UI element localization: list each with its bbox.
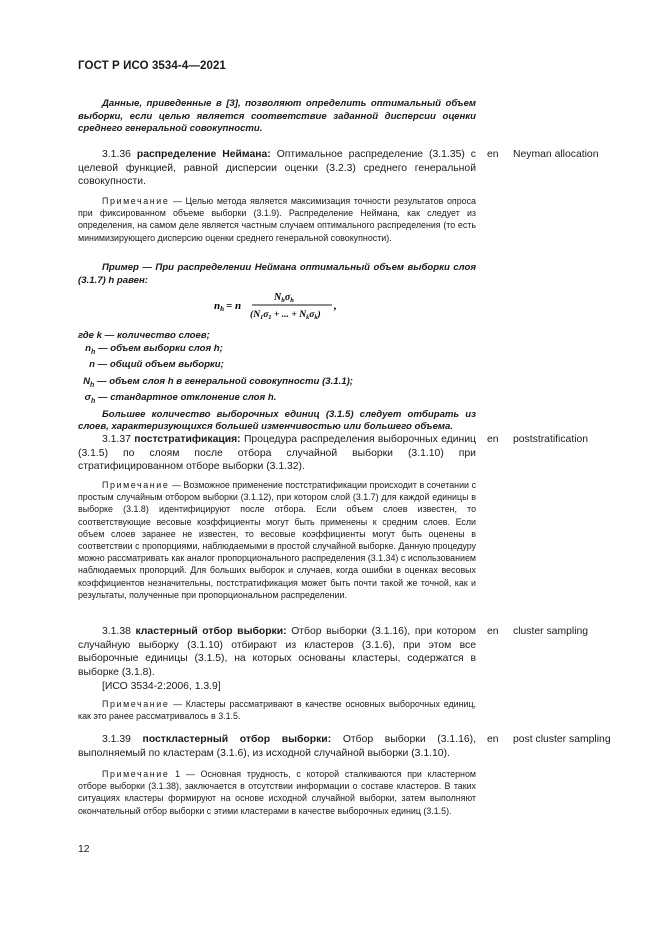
formula-numerator: $N_h\sigma_h$ [274, 292, 294, 304]
entry-3-1-38 [78, 625, 476, 694]
entry-source: [ИСО 3534-2:2006, 1.3.9] [102, 680, 221, 692]
entry-definition-text: Отбор выборки (3.1.16), при котором случайную выборку (3.1.10) отбирают из кластеров (3.1.6), при этом все выборочные единицы (3.1.5), на которых основаны кластеры, содержатся в выборке (3.1.8). [78, 626, 476, 679]
entry-definition [78, 733, 476, 760]
note-text: — Целью метода является максимизация точности результатов опроса при фиксированном объеме выборки (3.1.9). Распределение Неймана, как следует из определения, на самом деле является частным случаем оптимального распределения (то есть минимизирующего дисперсию оценки среднего генеральной совокупности). [78, 196, 476, 243]
formula-comma: , [334, 300, 337, 312]
entry-term: постстратификация: [134, 434, 241, 445]
lang-code: en [487, 734, 499, 745]
lang-code: en [487, 149, 499, 160]
english-term: cluster sampling [513, 626, 589, 637]
entry-definition [78, 148, 476, 189]
entry-number: 3.1.39 [102, 734, 131, 745]
legend-where: где k — количество слоев; [78, 330, 210, 341]
entry-number: 3.1.38 [102, 626, 131, 637]
entry-term: посткластерный отбор выборки: [142, 734, 332, 745]
note-label: Примечание [102, 196, 170, 206]
note-3-1-37 [78, 479, 476, 601]
lang-code: en [487, 626, 499, 637]
entry-3-1-37 [78, 433, 476, 474]
note-3-1-39 [78, 768, 476, 817]
formula-denominator: ($N_1\sigma_1$ + ... + $N_k\sigma_k$) [250, 309, 321, 321]
formula-legend [78, 330, 476, 434]
entry-definition [78, 433, 476, 474]
english-term: post cluster sampling [513, 734, 611, 745]
legend-row: n — общий объем выборки; [89, 359, 224, 371]
legend-row: $\sigma_h$ — стандартное отклонение слоя h. [84, 392, 277, 405]
note-text: — Возможное применение постстратификации происходит в сочетании с простым случайным отбором выборки (3.1.12), при котором слой (3.1.7) для каждой единицы в выборке (3.1.8) идентифицируют после отбора. Если объем слоев известен, то соответствующие весовые коэффициенты могут быть применены к средним слоев. Если объем слоев заранее не известен, то весовые коэффициенты могут быть оценены в соответствии с пропорциями, наблюдаемыми в простой случайной выборке. Данную процедуру можно рассматривать как аналог пропорционального распределения (3.1.34) с использованием наблюдаемых пропорций. Для больших выборок и случаев, когда ошибки в оценках весовых коэффициентов незначительны, постстратификация может быть почти такой же точной, как и результаты, полученные при пропорциональном распределении. [78, 480, 477, 600]
document-header: ГОСТ Р ИСО 3534-4—2021 [78, 60, 226, 72]
entry-3-1-39 [78, 733, 476, 760]
lang-code: en [487, 434, 499, 445]
note-3-1-36 [78, 195, 476, 244]
entry-definition-text: Отбор выборки (3.1.16), выполняемый по кластерам (3.1.6), из исходной случайной выборки (3.1.10). [78, 734, 477, 759]
note-label: Примечание [102, 699, 170, 709]
legend-row: $n_h$ — объем выборки слоя h; [85, 342, 223, 356]
entry-term: распределение Неймана: [136, 149, 271, 160]
note-label: Примечание [102, 480, 170, 490]
example-text: Пример — При распределении Неймана оптимальный объем выборки слоя (3.1.7) h равен: [78, 262, 476, 286]
english-term: Neyman allocation [513, 149, 599, 160]
note-text: 1 — Основная трудность, с которой сталкиваются при кластерном отборе выборки (3.1.38), заключается в отсутствии информации о составе кластеров. В таких ситуациях кластеры формируют на основе исходной случайной выборки, затем выполняют окончательный отбор выборки с этими кластерами в качестве выборочных единиц (3.1.5). [78, 769, 476, 816]
entry-definition-text: Оптимальное распределение (3.1.35) с целевой функцией, равной дисперсии оценки (3.2.3) среднего генеральной совокупности. [78, 149, 476, 188]
note-3-1-38 [78, 698, 476, 722]
entry-number: 3.1.36 [102, 149, 131, 160]
legend-conclusion: Большее количество выборочных единиц (3.1.5) следует отбирать из слоев, характеризующихся большей изменчивостью или большего объема. [78, 408, 476, 433]
entry-definition-text: Процедура распределения выборочных единиц (3.1.5) по слоям после отбора случайной выборки (3.1.10) при стратифицированном отборе выборки (3.1.32). [78, 434, 476, 473]
page-number: 12 [78, 844, 90, 855]
formula-svg [214, 288, 344, 322]
note-text: — Кластеры рассматривают в качестве основных выборочных единиц, как это ранее рассматривалось в 3.1.5. [78, 699, 476, 722]
intro-block [78, 98, 476, 136]
intro-text: Данные, приведенные в [3], позволяют определить оптимальный объем выборки, если целью является соответствие заданной дисперсии оценки среднего генеральной совокупности. [78, 98, 476, 135]
example-block [78, 262, 476, 287]
formula-lhs: nh = n [214, 300, 242, 313]
english-term: poststratification [513, 434, 589, 445]
entry-number: 3.1.37 [102, 434, 131, 445]
formula [214, 288, 344, 322]
note-label: Примечание [102, 769, 170, 779]
entry-definition [78, 625, 476, 680]
entry-term: кластерный отбор выборки: [135, 626, 287, 637]
legend-row: $N_h$ — объем слоя h в генеральной совокупности (3.1.1); [83, 375, 353, 389]
entry-3-1-36 [78, 148, 476, 189]
